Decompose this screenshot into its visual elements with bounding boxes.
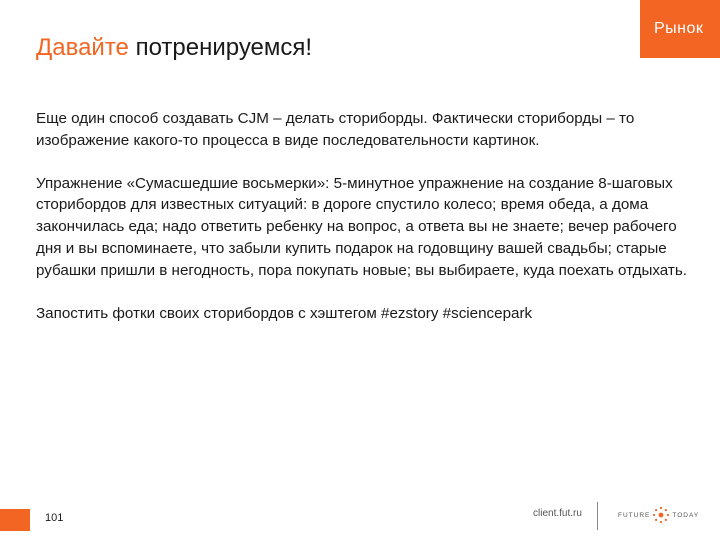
future-today-logo <box>618 506 708 524</box>
section-tag <box>640 0 720 58</box>
body-content <box>36 108 696 345</box>
footer-accent-bar <box>0 509 30 531</box>
logo-text-today: TODAY <box>672 511 700 519</box>
page-number: 101 <box>45 512 64 524</box>
footer-divider <box>597 502 598 530</box>
logo-text-future: FUTURE <box>618 511 651 519</box>
footer-link[interactable]: client.fut.ru <box>533 508 582 519</box>
page-title-accent: Давайте <box>36 34 129 61</box>
page-title-rest: потренируемся! <box>128 34 313 61</box>
section-tag-label: Рынок <box>654 20 704 37</box>
logo-sun-icon <box>652 506 670 524</box>
paragraph-crazy-eights: Упражнение «Сумасшедшие восьмерки»: 5-минутное упражнение на создание 8-шаговых сторибордов для известных ситуаций: в дороге спустило колесо; время обеда, а дома закончилась еда; надо ответить ребенку на вопрос, а ответа вы не знаете; вечер рабочего дня и вы вспоминаете, что забыли купить подарок на годовщину вашей свадьбы; старые рубашки пришли в негодность, пора покупать новые; вы выбираете, куда поехать отдыхать. <box>36 174 687 279</box>
page-title <box>36 34 312 62</box>
paragraph-hashtag: Запостить фотки своих сторибордов с хэштегом #ezstory #sciencepark <box>36 304 533 322</box>
paragraph-storyboards: Еще один способ создавать CJM – делать сториборды. Фактически сториборды – то изображение какого-то процесса в виде последовательности картинок. <box>36 110 635 149</box>
